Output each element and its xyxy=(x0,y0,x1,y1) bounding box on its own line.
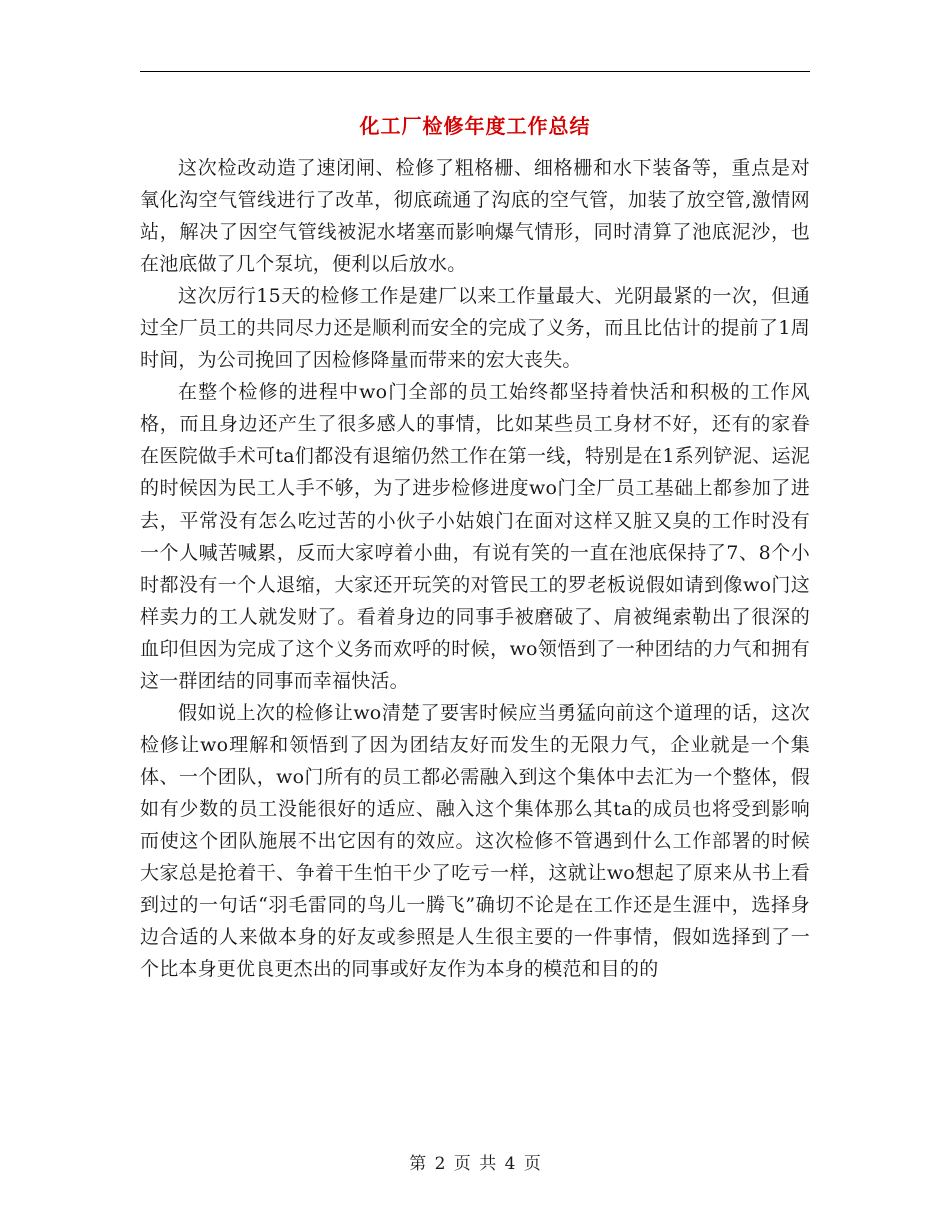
document-body xyxy=(140,152,810,985)
paragraph-4: 假如说上次的检修让wo清楚了要害时候应当勇猛向前这个道理的话，这次检修让wo理解和领悟到了因为团结友好而发生的无限力气，企业就是一个集体、一个团队，wo门所有的员工都必需融入到这个集体中去汇为一个整体，假如有少数的员工没能很好的适应、融入这个集体那么其ta的成员也将受到影响而使这个团队施展不出它因有的效应。这次检修不管遇到什么工作部署的时候大家总是抢着干、争着干生怕干少了吃亏一样，这就让wo想起了原来从书上看到过的一句话“羽毛雷同的鸟儿一腾飞”确切不论是在工作还是生涯中，选择身边合适的人来做本身的好友或参照是人生很主要的一件事情，假如选择到了一个比本身更优良更杰出的同事或好友作为本身的模范和目的的 xyxy=(140,701,810,981)
paragraph-1: 这次检改动造了速闭闸、检修了粗格栅、细格栅和水下装备等，重点是对氧化沟空气管线进行了改革，彻底疏通了沟底的空气管，加装了放空管,激情网站，解决了因空气管线被泥水堵塞而影响爆气情形，同时清算了池底泥沙，也在池底做了几个泵坑，便利以后放水。 xyxy=(140,157,810,276)
header-rule xyxy=(140,71,810,72)
paragraph-3: 在整个检修的进程中wo门全部的员工始终都坚持着快活和积极的工作风格，而且身边还产生了很多感人的事情，比如某些员工身材不好，还有的家眷在医院做手术可ta们都没有退缩仍然工作在第一线，特别是在1系列铲泥、运泥的时候因为民工人手不够，为了进步检修进度wo门全厂员工基础上都参加了进去，平常没有怎么吃过苦的小伙子小姑娘门在面对这样又脏又臭的工作时没有一个人喊苦喊累，反而大家哼着小曲，有说有笑的一直在池底保持了7、8个小时都没有一个人退缩，大家还开玩笑的对管民工的罗老板说假如请到像wo门这样卖力的工人就发财了。看着身边的同事手被磨破了、肩被绳索勒出了很深的血印但因为完成了这个义务而欢呼的时候，wo领悟到了一种团结的力气和拥有这一群团结的同事而幸福快活。 xyxy=(140,381,810,692)
paragraph-2: 这次厉行15天的检修工作是建厂以来工作量最大、光阴最紧的一次，但通过全厂员工的共同尽力还是顺利而安全的完成了义务，而且比估计的提前了1周时间，为公司挽回了因检修降量而带来的宏大丧失。 xyxy=(140,285,810,372)
page-footer: 第 2 页 共 4 页 xyxy=(409,1154,541,1174)
document-title: 化工厂检修年度工作总结 xyxy=(359,114,591,138)
